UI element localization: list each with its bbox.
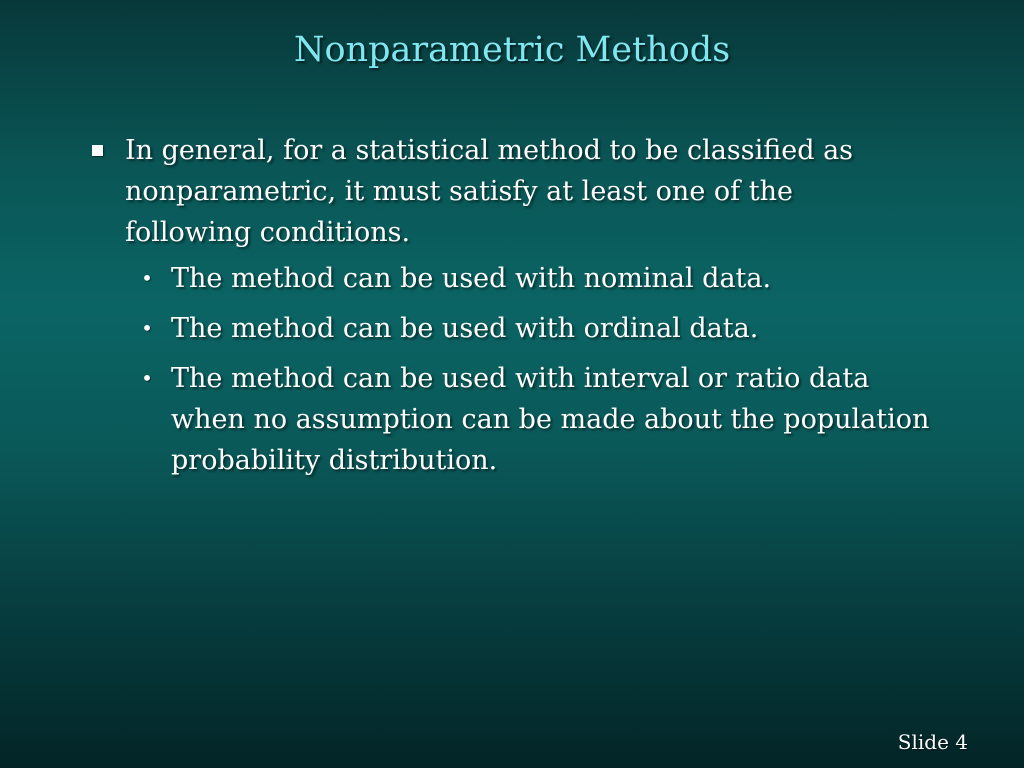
sub-bullet-text: The method can be used with interval or ratio data when no assumption can be made about the population probability distribution. — [171, 363, 930, 476]
sub-bullet-text: The method can be used with ordinal data. — [171, 313, 759, 344]
dot-bullet-icon: • — [141, 266, 153, 290]
dot-bullet-icon: • — [141, 316, 153, 340]
sub-bullet-item — [140, 258, 960, 299]
square-bullet-icon — [92, 145, 103, 156]
slide-title: Nonparametric Methods — [293, 30, 731, 70]
main-bullet — [88, 130, 948, 253]
sub-bullet-item — [140, 308, 960, 349]
main-bullet-text: In general, for a statistical method to be classified as nonparametric, it must satisfy at least one of the following conditions. — [125, 135, 854, 248]
sub-bullet-text: The method can be used with nominal data. — [171, 263, 772, 294]
slide-number: Slide 4 — [897, 730, 968, 754]
dot-bullet-icon: • — [141, 366, 153, 390]
sub-bullet-item — [140, 358, 960, 481]
sub-bullet-list — [140, 258, 960, 490]
